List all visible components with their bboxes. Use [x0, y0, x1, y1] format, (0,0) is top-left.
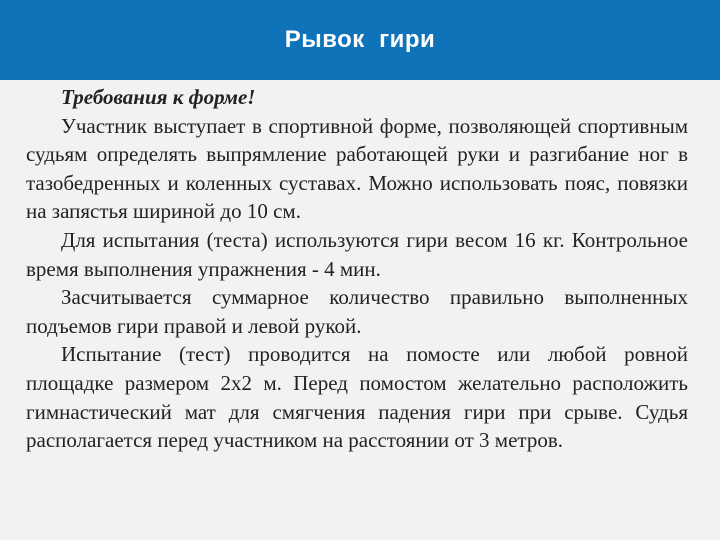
paragraph-weight-time: Для испытания (теста) используются гири весом 16 кг. Контрольное время выполнения упражнения - 4 мин.	[26, 227, 688, 281]
paragraph-platform: Испытание (тест) проводится на помосте или любой ровной площадке размером 2х2 м. Перед помостом желательно расположить гимнастический мат для смягчения падения гири при срыве. Судья располагается перед участником на расстоянии от 3 метров.	[26, 342, 688, 453]
paragraph-scoring: Засчитывается суммарное количество правильно выполненных подъемов гири правой и левой рукой.	[26, 285, 688, 338]
slide-content	[26, 83, 688, 455]
requirements-heading: Требования к форме!	[61, 85, 256, 109]
paragraph-attire: Участник выступает в спортивной форме, позволяющей спортивным судьям определять выпрямление работающей руки и разгибание ног в тазобедренных и коленных суставах. Можно использовать пояс, повязки на запястья шириной до 10 см.	[26, 113, 688, 224]
title-bar	[0, 0, 720, 80]
slide-title: Рывок гири	[284, 26, 436, 53]
